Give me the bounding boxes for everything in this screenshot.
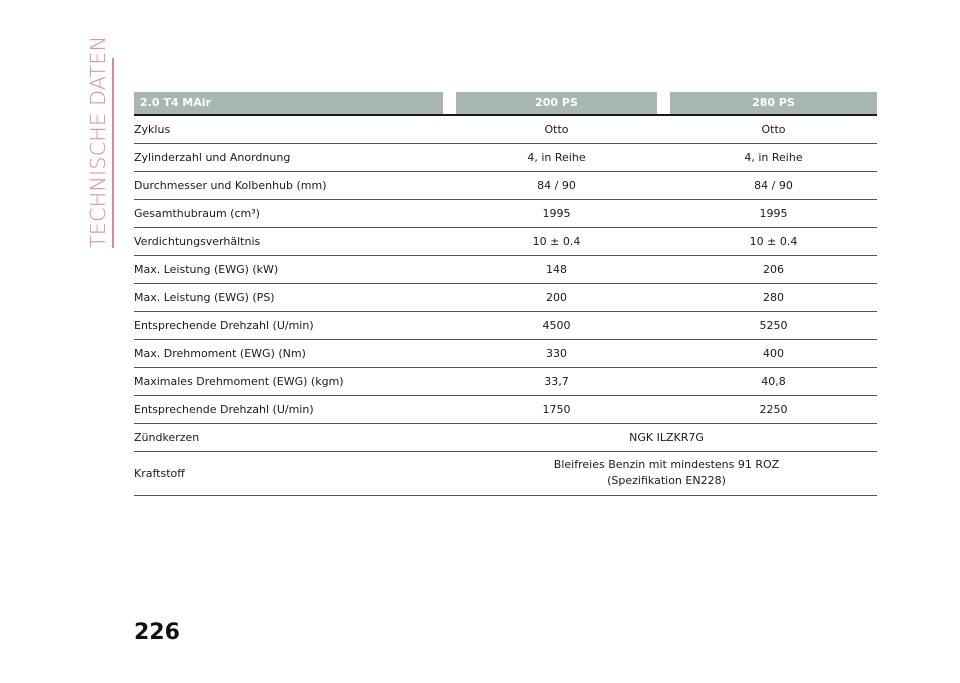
- table-row: [134, 228, 877, 256]
- header-engine: 2.0 T4 MAir: [134, 92, 443, 114]
- value-280ps: 280: [763, 291, 784, 304]
- table-row-spark-plugs: [134, 424, 877, 452]
- value-280ps: 10 ± 0.4: [749, 235, 798, 248]
- row-label: Zündkerzen: [134, 431, 200, 444]
- header-200ps: 200 PS: [456, 92, 657, 114]
- header-280ps: 280 PS: [670, 92, 877, 114]
- table-row: [134, 116, 877, 144]
- value-280ps: 206: [763, 263, 784, 276]
- row-label: Entsprechende Drehzahl (U/min): [134, 403, 314, 416]
- engine-specs-table: [134, 92, 877, 496]
- value-200ps: 1750: [542, 403, 571, 416]
- row-label: Entsprechende Drehzahl (U/min): [134, 319, 314, 332]
- value-280ps: 4, in Reihe: [744, 151, 803, 164]
- row-label: Kraftstoff: [134, 467, 185, 480]
- value-200ps: 10 ± 0.4: [532, 235, 581, 248]
- value-280ps: 400: [763, 347, 784, 360]
- table-row: [134, 144, 877, 172]
- fuel-value: [456, 457, 877, 489]
- value-200ps: 1995: [542, 207, 571, 220]
- table-row: [134, 368, 877, 396]
- fuel-value-line1: Bleifreies Benzin mit mindestens 91 ROZ: [553, 458, 780, 471]
- value-280ps: Otto: [761, 123, 786, 136]
- value-200ps: 4, in Reihe: [527, 151, 586, 164]
- value-200ps: 200: [546, 291, 567, 304]
- value-200ps: 4500: [542, 319, 571, 332]
- value-200ps: 330: [546, 347, 567, 360]
- table-row: [134, 256, 877, 284]
- table-header: [134, 92, 877, 114]
- value-280ps: 1995: [759, 207, 788, 220]
- row-label: Durchmesser und Kolbenhub (mm): [134, 179, 327, 192]
- value-280ps: 2250: [759, 403, 788, 416]
- fuel-value-line2: (Spezifikation EN228): [607, 474, 726, 487]
- value-200ps: 84 / 90: [537, 179, 576, 192]
- row-label: Maximales Drehmoment (EWG) (kgm): [134, 375, 344, 388]
- value-200ps: 148: [546, 263, 567, 276]
- row-label: Max. Leistung (EWG) (PS): [134, 291, 275, 304]
- value-200ps: 33,7: [544, 375, 569, 388]
- section-title: [84, 35, 112, 248]
- row-label: Zylinderzahl und Anordnung: [134, 151, 291, 164]
- table-row: [134, 172, 877, 200]
- value-280ps: 84 / 90: [754, 179, 793, 192]
- table-row: [134, 340, 877, 368]
- section-title-rule: [112, 58, 114, 248]
- table-row: [134, 396, 877, 424]
- row-label: Zyklus: [134, 123, 171, 136]
- value-280ps: 40,8: [761, 375, 786, 388]
- row-label: Max. Drehmoment (EWG) (Nm): [134, 347, 306, 360]
- value-280ps: 5250: [759, 319, 788, 332]
- spark-plugs-value: NGK ILZKR7G: [629, 431, 704, 444]
- table-row-fuel: [134, 452, 877, 496]
- row-label: Max. Leistung (EWG) (kW): [134, 263, 279, 276]
- table-row: [134, 200, 877, 228]
- value-200ps: Otto: [544, 123, 569, 136]
- row-label: Gesamthubraum (cm³): [134, 207, 260, 220]
- table-row: [134, 284, 877, 312]
- section-title-text: TECHNISCHE DATEN: [86, 35, 110, 248]
- table-row: [134, 312, 877, 340]
- page-number: 226: [134, 620, 180, 645]
- row-label: Verdichtungsverhältnis: [134, 235, 261, 248]
